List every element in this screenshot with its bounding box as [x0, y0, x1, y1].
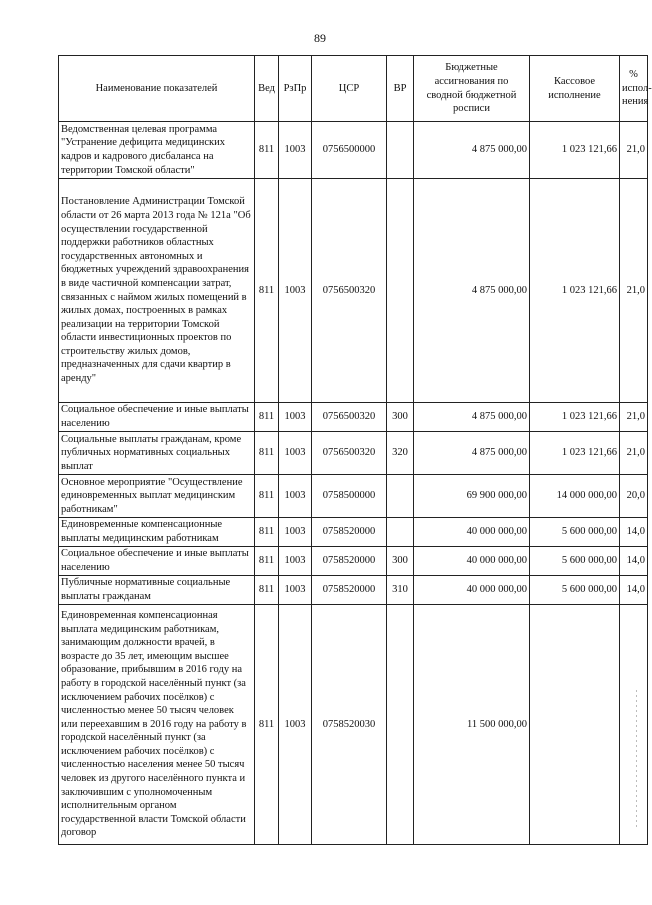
row-budget: 4 875 000,00: [414, 432, 530, 475]
row-pct: 20,0: [620, 475, 648, 518]
row-pct: 21,0: [620, 122, 648, 179]
header-pct: % испол-нения: [620, 56, 648, 122]
row-vr: 310: [387, 576, 414, 605]
row-budget: 40 000 000,00: [414, 576, 530, 605]
header-csr: ЦСР: [312, 56, 387, 122]
row-vr: [387, 518, 414, 547]
header-cash: Кассовое исполнение: [530, 56, 620, 122]
header-budget: Бюджетные ассигнования по сводной бюджетной росписи: [414, 56, 530, 122]
row-budget: 69 900 000,00: [414, 475, 530, 518]
row-vr: 320: [387, 432, 414, 475]
row-cash: [530, 605, 620, 845]
row-budget: 4 875 000,00: [414, 403, 530, 432]
row-vr: [387, 179, 414, 403]
row-vr: 300: [387, 547, 414, 576]
row-rzpr: 1003: [279, 403, 312, 432]
row-budget: 4 875 000,00: [414, 179, 530, 403]
table-row: [59, 122, 648, 179]
row-cash: 5 600 000,00: [530, 518, 620, 547]
row-ved: 811: [255, 179, 279, 403]
row-rzpr: 1003: [279, 122, 312, 179]
row-vr: [387, 475, 414, 518]
row-vr: 300: [387, 403, 414, 432]
row-rzpr: 1003: [279, 432, 312, 475]
row-csr: 0758520000: [312, 576, 387, 605]
row-cash: 1 023 121,66: [530, 179, 620, 403]
row-csr: 0756500320: [312, 432, 387, 475]
row-pct: 14,0: [620, 518, 648, 547]
row-pct: [620, 605, 648, 845]
row-rzpr: 1003: [279, 179, 312, 403]
row-csr: 0758520000: [312, 547, 387, 576]
row-ved: 811: [255, 475, 279, 518]
row-vr: [387, 605, 414, 845]
row-vr: [387, 122, 414, 179]
row-name: Социальные выплаты гражданам, кроме публичных нормативных социальных выплат: [59, 432, 255, 475]
row-name: Социальное обеспечение и иные выплаты населению: [59, 547, 255, 576]
row-budget: 40 000 000,00: [414, 547, 530, 576]
row-csr: 0756500320: [312, 403, 387, 432]
page-number: 89: [314, 31, 326, 45]
table-row: [59, 547, 648, 576]
row-csr: 0756500320: [312, 179, 387, 403]
row-rzpr: 1003: [279, 518, 312, 547]
row-csr: 0758520030: [312, 605, 387, 845]
row-cash: 5 600 000,00: [530, 576, 620, 605]
header-ved: Вед: [255, 56, 279, 122]
table-row: [59, 432, 648, 475]
table-row: [59, 576, 648, 605]
row-cash: 1 023 121,66: [530, 122, 620, 179]
row-rzpr: 1003: [279, 547, 312, 576]
row-csr: 0758500000: [312, 475, 387, 518]
row-pct: 14,0: [620, 547, 648, 576]
table-row: [59, 179, 648, 403]
row-cash: 1 023 121,66: [530, 403, 620, 432]
row-budget: 4 875 000,00: [414, 122, 530, 179]
row-name: Публичные нормативные социальные выплаты гражданам: [59, 576, 255, 605]
table-row: [59, 518, 648, 547]
row-pct: 21,0: [620, 179, 648, 403]
budget-execution-table: [58, 55, 652, 845]
table-row: [59, 403, 648, 432]
row-cash: 14 000 000,00: [530, 475, 620, 518]
row-ved: 811: [255, 122, 279, 179]
header-rzpr: РзПр: [279, 56, 312, 122]
scan-edge-artifact: [636, 690, 637, 830]
table-row: [59, 475, 648, 518]
row-rzpr: 1003: [279, 475, 312, 518]
table-row: [59, 605, 648, 845]
header-vr: ВР: [387, 56, 414, 122]
row-ved: 811: [255, 403, 279, 432]
row-cash: 1 023 121,66: [530, 432, 620, 475]
row-name: Основное мероприятие "Осуществление единовременных выплат медицинским работникам": [59, 475, 255, 518]
row-budget: 11 500 000,00: [414, 605, 530, 845]
row-name: Социальное обеспечение и иные выплаты населению: [59, 403, 255, 432]
row-ved: 811: [255, 576, 279, 605]
row-ved: 811: [255, 518, 279, 547]
row-ved: 811: [255, 432, 279, 475]
row-name: Единовременная компенсационная выплата медицинским работникам, занимающим должности врачей, в возрасте до 35 лет, имеющим высшее образование, прибывшим в 2016 году на работу в городской населённый пункт (за исключением рабочих посёлков) с численностью менее 50 тысяч человек или переехавшим в 2016 году на работу в городской населённый пункт (за исключением рабочих посёлков) с численностью населения менее 50 тысяч человек из другого населённого пункта и заключившим с уполномоченным исполнительным органом государственной власти Томской области договор: [59, 605, 255, 845]
row-name: Единовременные компенсационные выплаты медицинским работникам: [59, 518, 255, 547]
row-budget: 40 000 000,00: [414, 518, 530, 547]
row-csr: 0758520000: [312, 518, 387, 547]
row-rzpr: 1003: [279, 576, 312, 605]
table-header-row: [59, 56, 648, 122]
header-name: Наименование показателей: [59, 56, 255, 122]
row-pct: 21,0: [620, 432, 648, 475]
row-pct: 14,0: [620, 576, 648, 605]
row-ved: 811: [255, 605, 279, 845]
row-name: Постановление Администрации Томской области от 26 марта 2013 года № 121а "Об осуществлении государственной поддержки работников областных государственных автономных и бюджетных учреждений здравоохранения в виде частичной компенсации затрат, связанных с наймом жилых помещений в жилых домах, построенных в рамках реализации на территории Томской области инвестиционных проектов по строительству жилых домов, предназначенных для сдачи квартир в аренду": [59, 179, 255, 403]
row-cash: 5 600 000,00: [530, 547, 620, 576]
row-name: Ведомственная целевая программа "Устранение дефицита медицинских кадров и кадрового дисбаланса на территории Томской области": [59, 122, 255, 179]
row-ved: 811: [255, 547, 279, 576]
row-rzpr: 1003: [279, 605, 312, 845]
row-pct: 21,0: [620, 403, 648, 432]
row-csr: 0756500000: [312, 122, 387, 179]
